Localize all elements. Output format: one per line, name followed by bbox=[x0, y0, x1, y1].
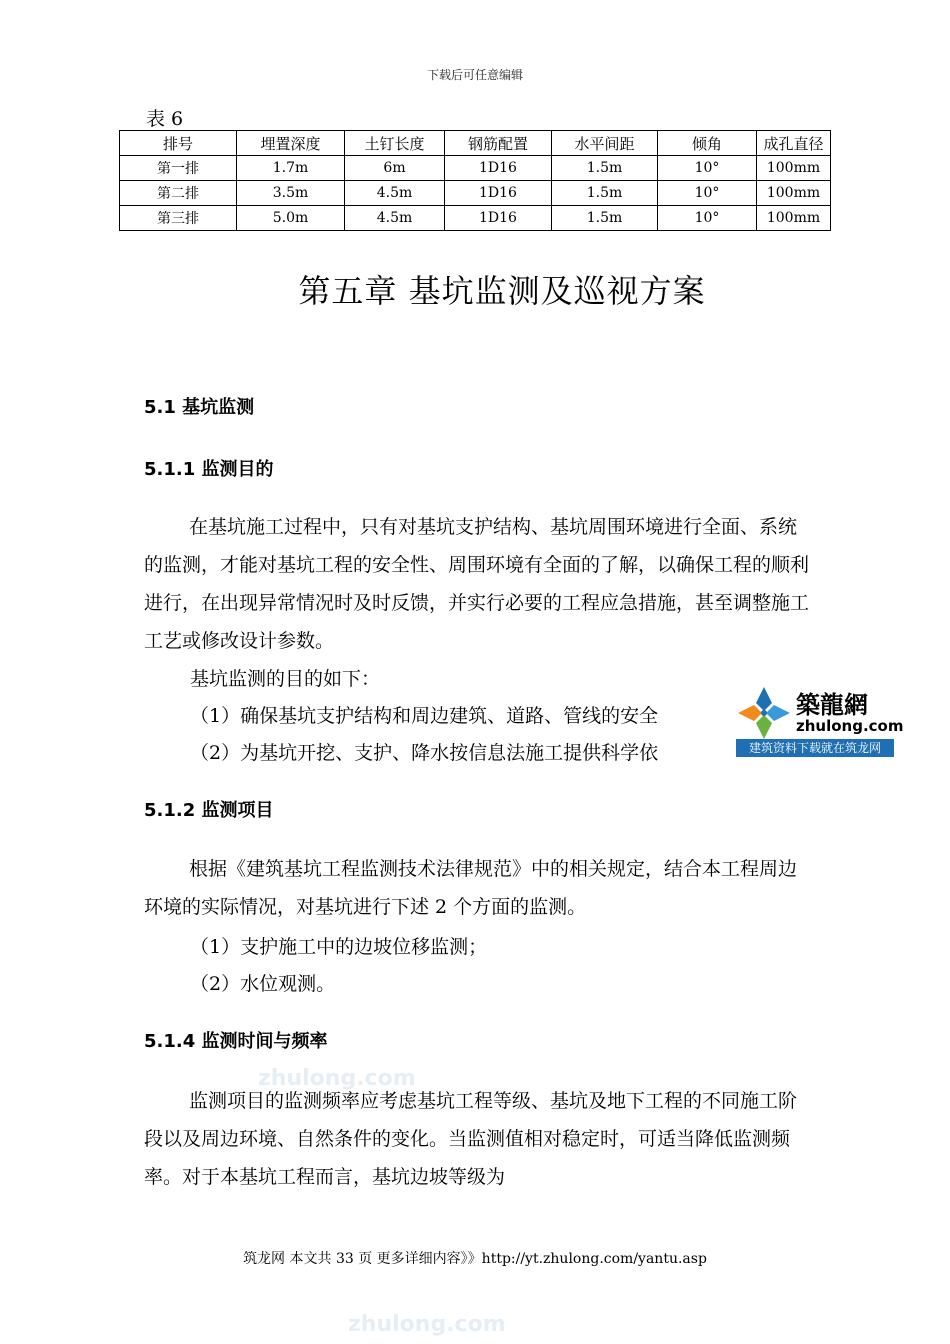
table-cell: 1.5m bbox=[552, 206, 658, 231]
table-cell: 3.5m bbox=[237, 181, 345, 206]
table-cell: 1D16 bbox=[445, 181, 552, 206]
purpose-item-1: （1）确保基坑支护结构和周边建筑、道路、管线的安全 bbox=[190, 705, 659, 727]
table-caption: 表 6 bbox=[146, 108, 184, 130]
logo-chinese-text: 築龍網 bbox=[796, 691, 868, 719]
table-cell: 5.0m bbox=[237, 206, 345, 231]
purpose-intro: 基坑监测的目的如下： bbox=[190, 668, 381, 690]
col-header: 土钉长度 bbox=[345, 131, 445, 156]
table-cell: 100mm bbox=[757, 206, 831, 231]
table-row bbox=[120, 156, 831, 181]
paragraph-text: 在基坑施工过程中，只有对基坑支护结构、基坑周围环境进行全面、系统的监测，才能对基坑工程的安全性、周围环境有全面的了解，以确保工程的顺利进行，在出现异常情况时及时反馈，并实行必要的工程应急措施，甚至调整施工工艺或修改设计参数。 bbox=[144, 516, 810, 652]
table-cell: 1D16 bbox=[445, 156, 552, 181]
col-header: 倾角 bbox=[658, 131, 757, 156]
logo-slogan-strip: 建筑资料下载就在筑龙网 bbox=[736, 739, 894, 757]
paragraph-frequency bbox=[144, 1082, 810, 1196]
col-header: 排号 bbox=[120, 131, 237, 156]
col-header: 成孔直径 bbox=[757, 131, 831, 156]
table-cell: 1.5m bbox=[552, 181, 658, 206]
section-heading-5-1-2: 5.1.2 监测项目 bbox=[144, 800, 274, 821]
watermark-text: zhulong.com bbox=[258, 1066, 416, 1091]
table-cell: 第一排 bbox=[120, 156, 237, 181]
table-cell: 100mm bbox=[757, 156, 831, 181]
page-footer: 筑龙网 本文共 33 页 更多详细内容》》http://yt.zhulong.com/yantu.asp bbox=[243, 1251, 707, 1267]
zhulong-logo bbox=[736, 683, 904, 759]
paragraph-items bbox=[144, 850, 810, 926]
col-header: 水平间距 bbox=[552, 131, 658, 156]
paragraph-text: 根据《建筑基坑工程监测技术法律规范》中的相关规定，结合本工程周边环境的实际情况，对基坑进行下述 2 个方面的监测。 bbox=[144, 858, 798, 918]
table-cell: 1D16 bbox=[445, 206, 552, 231]
logo-domain-text: zhulong.com bbox=[796, 717, 904, 735]
table-cell: 100mm bbox=[757, 181, 831, 206]
monitor-item-2: （2）水位观测。 bbox=[190, 973, 336, 995]
table-cell: 1.5m bbox=[552, 156, 658, 181]
table-row bbox=[120, 206, 831, 231]
snowflake-logo-icon bbox=[736, 685, 792, 741]
table-cell: 10° bbox=[658, 206, 757, 231]
chapter-title: 第五章 基坑监测及巡视方案 bbox=[298, 272, 706, 310]
col-header: 埋置深度 bbox=[237, 131, 345, 156]
section-heading-5-1: 5.1 基坑监测 bbox=[144, 397, 255, 418]
purpose-item-2: （2）为基坑开挖、支护、降水按信息法施工提供科学依 bbox=[190, 742, 659, 764]
table-cell: 第三排 bbox=[120, 206, 237, 231]
section-heading-5-1-4: 5.1.4 监测时间与频率 bbox=[144, 1031, 328, 1052]
table-cell: 10° bbox=[658, 156, 757, 181]
table-cell: 1.7m bbox=[237, 156, 345, 181]
col-header: 钢筋配置 bbox=[445, 131, 552, 156]
table-row bbox=[120, 181, 831, 206]
section-heading-5-1-1: 5.1.1 监测目的 bbox=[144, 459, 274, 480]
watermark-text: zhulong.com bbox=[348, 1312, 506, 1337]
table-cell: 第二排 bbox=[120, 181, 237, 206]
table-cell: 4.5m bbox=[345, 206, 445, 231]
table-cell: 4.5m bbox=[345, 181, 445, 206]
table-header-row bbox=[120, 131, 831, 156]
table-cell: 10° bbox=[658, 181, 757, 206]
table-cell: 6m bbox=[345, 156, 445, 181]
parameter-table bbox=[119, 130, 831, 231]
header-note: 下载后可任意编辑 bbox=[426, 68, 523, 82]
paragraph-text: 监测项目的监测频率应考虑基坑工程等级、基坑及地下工程的不同施工阶段以及周边环境、自然条件的变化。当监测值相对稳定时，可适当降低监测频率。对于本基坑工程而言，基坑边坡等级为 bbox=[144, 1090, 798, 1188]
monitor-item-1: （1）支护施工中的边坡位移监测； bbox=[190, 936, 488, 958]
paragraph-purpose bbox=[144, 508, 810, 660]
